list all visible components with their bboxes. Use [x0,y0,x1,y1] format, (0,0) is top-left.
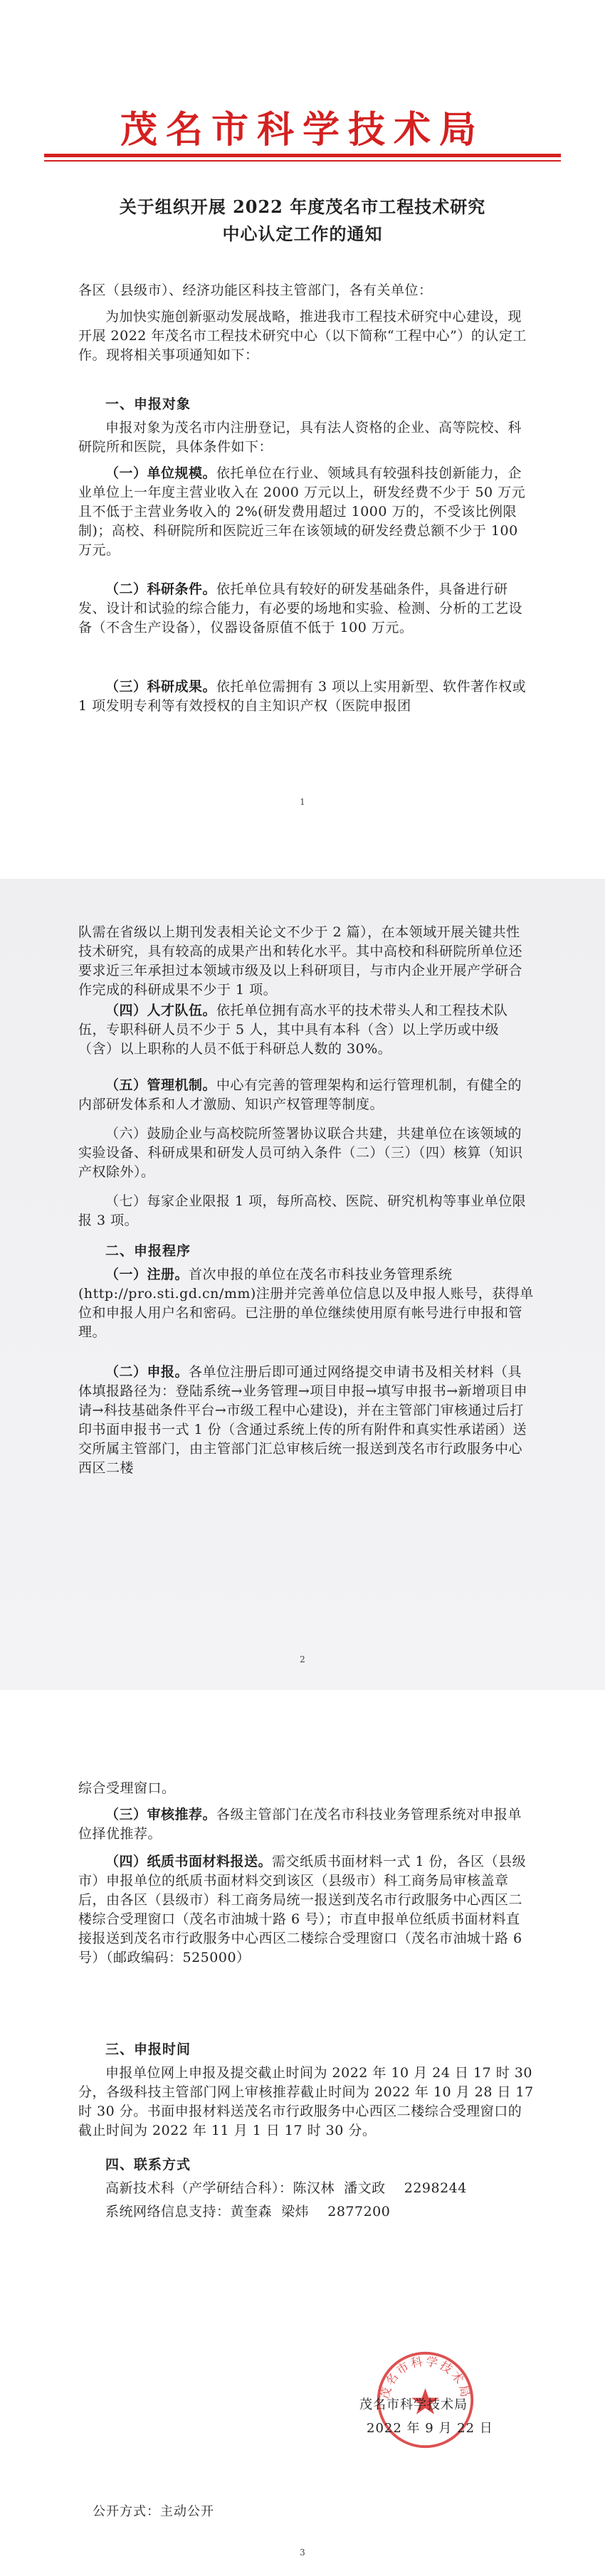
condition-3-label: （三）科研成果。 [105,679,217,695]
procedure-3 [78,1805,534,1844]
section-heading-4: 四、联系方式 [105,2157,191,2173]
page-1 [0,0,605,847]
procedure-2-part-2: 综合受理窗口。 [78,1780,176,1796]
page-number-3: 3 [300,2548,305,2557]
condition-4-label: （四）人才队伍。 [105,1003,217,1018]
condition-2-text: 依托单位具有较好的研发基础条件，具备进行研发、设计和试验的综合能力，有必要的场地和实验、检测、分析的工艺设备（不含生产设备），仪器设备原值不低于 100 万元。 [78,581,523,635]
condition-1 [78,464,534,560]
procedure-2-text-part-1: 各单位注册后即可通过网络提交申请书及相关材料（具体填报路径为：登陆系统→业务管理→项目申报→填写申报书→新增项目申请→科技基础条件平台→市级工程中心建设)，并在主管部门审核通过后打印书面申报书一式 1 份（含通过系统上传的所有附件和真实性承诺函）送交所属主管部门，由主管部门汇总审核后统一报送到茂名市行政服务中心西区二楼 [78,1364,528,1476]
document-title [71,194,534,248]
condition-1-label: （一）单位规模。 [105,465,217,481]
procedure-3-text: 各级主管部门在茂名市科技业务管理系统对申报单位择优推荐。 [78,1807,522,1842]
signature-date: 2022 年 9 月 22 日 [367,2421,493,2436]
page-number-2: 2 [300,1654,305,1664]
title-line-2: 中心认定工作的通知 [222,223,383,244]
section-heading-3: 三、申报时间 [105,2042,191,2057]
procedure-2-label: （二）申报。 [105,1364,189,1380]
section-heading-1: 一、申报对象 [105,396,191,412]
page-gap [0,1690,605,1740]
condition-3-part-2: 队需在省级以上期刊发表相关论文不少于 2 篇），在本领域开展关键共性技术研究，具有较高的成果产出和转化水平。其中高校和科研院所单位还要求近三年承担过本领域市级及以上科研项目，与市内企业开展产学研合作完成的科研成果不少于 1 项。 [78,924,523,998]
section-1-intro: 申报对象为茂名市内注册登记，具有法人资格的企业、高等院校、科研院所和医院，具体条件如下： [78,420,522,455]
procedure-3-label: （三）审核推荐。 [105,1807,217,1822]
masthead-rule-thin [44,160,561,162]
condition-5 [78,1076,534,1114]
condition-2-label: （二）科研条件。 [105,581,217,597]
seal-text: 茂名市科学技术局 [377,2354,473,2401]
masthead-org-name: 茂名市科学技术局 [120,108,485,152]
page-gap [0,847,605,879]
contact-line-2: 系统网络信息支持：黄奎森 梁炜 2877200 [105,2204,391,2219]
signature-org: 茂名市科学技术局 [359,2397,468,2412]
page-number-1: 1 [300,797,305,807]
condition-2 [78,580,534,638]
procedure-2-part-1 [78,1363,534,1478]
procedure-1-text: 首次申报的单位在茂名市科技业务管理系统(http://pro.sti.gd.cn/mm)注册并完善单位信息以及申报人账号，获得单位和申报人用户名和密码。已注册的单位继续使用原有帐号进行申报和管理。 [78,1267,534,1340]
condition-3-text-part-1: 依托单位需拥有 3 项以上实用新型、软件著作权或 1 项发明专利等有效授权的自主知识产权（医院申报团 [78,679,527,714]
procedure-4-text: 需交纸质书面材料一式 1 份，各区（县级市）申报单位的纸质书面材料交到该区（县级市）科工商务局审核盖章后，由各区（县级市）科工商务局统一报送到茂名市行政服务中心西区二楼综合受理窗口（茂名市油城十路 6 号）；市直申报单位纸质书面材料直接报送到茂名市行政服务中心西区二楼综合受理窗口（茂名市油城十路 6 号）（邮政编码：525000） [78,1854,527,1965]
deadline-paragraph: 申报单位网上申报及提交截止时间为 2022 年 10 月 24 日 17 时 30 分，各级科技主管部门网上审核推荐截止时间为 2022 年 10 月 28 日 17 时 30 分。书面申报材料送茂名市行政服务中心西区二楼综合受理窗口的截止时间为 2022 年 11 月 1 日 17 时 30 分。 [78,2065,534,2138]
page-2 [0,879,605,1690]
condition-4 [78,1001,534,1059]
condition-7: （七）每家企业限报 1 项，每所高校、医院、研究机构等事业单位限报 3 项。 [78,1193,527,1228]
procedure-4-label: （四）纸质书面材料报送。 [105,1854,273,1869]
condition-5-text: 中心有完善的管理架构和运行管理机制，有健全的内部研发体系和人才激励、知识产权管理等制度。 [78,1077,522,1112]
intro-paragraph: 为加快实施创新驱动发展战略，推进我市工程技术研究中心建设，现开展 2022 年茂名市工程技术研究中心（以下简称“工程中心”）的认定工作。现将相关事项通知如下： [78,309,527,363]
masthead-rule-thick [44,154,561,157]
condition-4-text: 依托单位拥有高水平的技术带头人和工程技术队伍，专职科研人员不少于 5 人，其中具有本科（含）以上学历或中级（含）以上职称的人员不低于科研总人数的 30%。 [78,1003,508,1057]
addressee: 各区（县级市）、经济功能区科技主管部门，各有关单位： [78,283,433,298]
condition-6: （六）鼓励企业与高校院所签署协议联合共建，共建单位在该领域的实验设备、科研成果和研发人员可纳入条件（二）（三）（四）核算（知识产权除外）。 [78,1126,523,1180]
title-line-1: 关于组织开展 2022 年度茂名市工程技术研究 [119,196,486,217]
procedure-1 [78,1265,534,1342]
condition-1-text: 依托单位在行业、领域具有较强科技创新能力，企业单位上一年度主营业收入在 2000 万元以上，研发经费不少于 50 万元且不低于主营业务收入的 2%(研发费用超过 1000 万的，不受该比例限制)；高校、科研院所和医院近三年在该领域的研发经费总额不少于 100 万元。 [78,465,526,558]
condition-5-label: （五）管理机制。 [105,1077,217,1093]
disclosure-note: 公开方式：主动公开 [93,2504,214,2519]
section-heading-2: 二、申报程序 [105,1243,191,1259]
contact-line-1: 高新技术科（产学研结合科）：陈汉林 潘文政 2298244 [105,2180,467,2196]
procedure-1-label: （一）注册。 [105,1267,189,1282]
procedure-4 [78,1852,534,1968]
condition-3-part-1 [78,677,534,716]
page-3 [0,1740,605,2576]
